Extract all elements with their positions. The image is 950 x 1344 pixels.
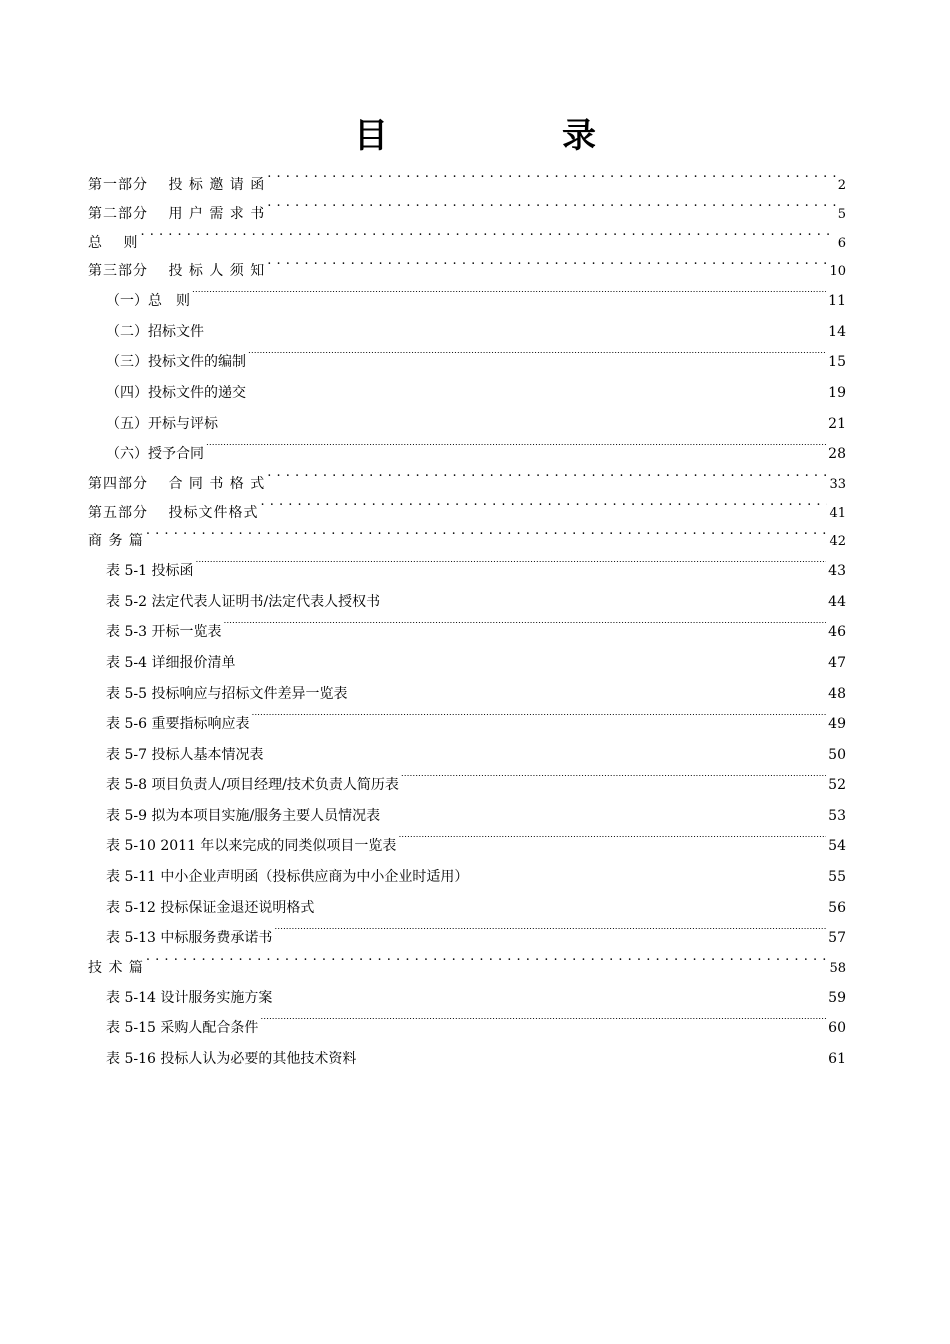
toc-dot-leader xyxy=(248,352,826,366)
toc-entry-label: 商 务 篇 xyxy=(88,533,144,550)
toc-page-number: 60 xyxy=(828,1020,846,1037)
toc-page-number: 10 xyxy=(829,264,846,280)
toc-subsection-entry[interactable] xyxy=(88,317,846,348)
toc-subsection-entry[interactable] xyxy=(88,1013,846,1044)
toc-entry-label: 第四部分 合 同 书 格 式 xyxy=(88,475,266,492)
toc-page-number: 6 xyxy=(837,235,846,251)
toc-page-number: 55 xyxy=(828,869,846,886)
toc-dot-leader xyxy=(206,444,826,458)
toc-subsection-entry[interactable] xyxy=(88,409,846,440)
toc-dot-leader xyxy=(267,261,827,275)
toc-page-number: 41 xyxy=(829,505,846,521)
toc-subsection-entry[interactable] xyxy=(88,617,846,648)
toc-dot-leader xyxy=(146,531,828,545)
toc-subsection-entry[interactable] xyxy=(88,378,846,409)
toc-subsection-entry[interactable] xyxy=(88,347,846,378)
toc-page-number: 44 xyxy=(828,593,846,610)
toc-entry-label: 表 5-9 拟为本项目实施/服务主要人员情况表 xyxy=(106,807,381,824)
toc-subsection-entry[interactable] xyxy=(88,831,846,862)
toc-page-number: 59 xyxy=(828,989,846,1006)
toc-entry-label: 表 5-13 中标服务费承诺书 xyxy=(106,930,273,947)
toc-section-entry[interactable] xyxy=(88,954,846,983)
toc-entry-label: 表 5-2 法定代表人证明书/法定代表人授权书 xyxy=(106,593,381,610)
toc-dot-leader xyxy=(260,503,827,517)
toc-entry-label: 第三部分 投 标 人 须 知 xyxy=(88,263,266,280)
toc-dot-leader xyxy=(267,474,827,488)
toc-page-number: 14 xyxy=(828,323,846,340)
toc-entry-label: 表 5-1 投标函 xyxy=(106,563,194,580)
toc-section-entry[interactable] xyxy=(88,499,846,528)
toc-entry-label: （五）开标与评标 xyxy=(106,415,218,432)
toc-entry-label: 表 5-16 投标人认为必要的其他技术资料 xyxy=(106,1050,357,1067)
toc-section-entry[interactable] xyxy=(88,229,846,258)
toc-dot-leader xyxy=(349,684,826,698)
toc-page-number: 42 xyxy=(829,534,846,550)
toc-dot-leader xyxy=(398,836,826,850)
toc-entry-label: 第二部分 用 户 需 求 书 xyxy=(88,205,266,222)
toc-dot-leader xyxy=(316,898,826,912)
toc-subsection-entry[interactable] xyxy=(88,862,846,893)
toc-title: 目 录 xyxy=(354,116,666,156)
toc-entry-label: （六）授予合同 xyxy=(106,446,204,463)
toc-entry-label: （四）投标文件的递交 xyxy=(106,384,246,401)
toc-entry-label: 表 5-15 采购人配合条件 xyxy=(106,1020,259,1037)
toc-entry-label: 表 5-5 投标响应与招标文件差异一览表 xyxy=(106,685,348,702)
toc-subsection-entry[interactable] xyxy=(88,923,846,954)
toc-dot-leader xyxy=(401,775,826,789)
toc-subsection-entry[interactable] xyxy=(88,439,846,470)
toc-dot-leader xyxy=(265,745,826,759)
toc-dot-leader xyxy=(140,233,835,247)
toc-dot-leader xyxy=(358,1049,826,1063)
toc-entry-label: 表 5-11 中小企业声明函（投标供应商为中小企业时适用） xyxy=(106,869,469,886)
toc-section-entry[interactable] xyxy=(88,527,846,556)
toc-dot-leader xyxy=(195,561,826,575)
toc-dot-leader xyxy=(274,928,826,942)
toc-entry-label: 表 5-14 设计服务实施方案 xyxy=(106,989,273,1006)
toc-dot-leader xyxy=(248,383,826,397)
toc-page-number: 58 xyxy=(829,960,846,976)
toc-entry-label: （三）投标文件的编制 xyxy=(106,354,246,371)
toc-page-number: 11 xyxy=(828,293,846,310)
toc-section-entry[interactable] xyxy=(88,257,846,286)
toc-dot-leader xyxy=(220,414,826,428)
toc-subsection-entry[interactable] xyxy=(88,556,846,587)
toc-entry-label: 第一部分 投 标 邀 请 函 xyxy=(88,177,266,193)
toc-subsection-entry[interactable] xyxy=(88,709,846,740)
toc-subsection-entry[interactable] xyxy=(88,740,846,771)
toc-dot-leader xyxy=(146,958,828,972)
toc-page-number: 2 xyxy=(837,178,846,193)
toc-dot-leader xyxy=(382,806,826,820)
toc-section-entry[interactable] xyxy=(88,200,846,229)
toc-entry-label: 表 5-4 详细报价清单 xyxy=(106,654,236,671)
toc-subsection-entry[interactable] xyxy=(88,983,846,1014)
toc-dot-leader xyxy=(274,988,826,1002)
toc-section-entry[interactable] xyxy=(88,171,846,200)
toc-entry-label: 技 术 篇 xyxy=(88,959,144,976)
toc-entry-label: 表 5-7 投标人基本情况表 xyxy=(106,746,264,763)
toc-dot-leader xyxy=(237,653,826,667)
toc-page-number: 49 xyxy=(828,716,846,733)
toc-page-number: 5 xyxy=(837,206,846,222)
toc-subsection-entry[interactable] xyxy=(88,893,846,924)
toc-dot-leader xyxy=(382,592,826,606)
toc-page-number: 33 xyxy=(829,476,846,492)
toc-page-number: 43 xyxy=(828,563,846,580)
toc-subsection-entry[interactable] xyxy=(88,770,846,801)
toc-dot-leader xyxy=(251,714,826,728)
toc-page-number: 57 xyxy=(828,930,846,947)
toc-entry-label: 表 5-10 2011 年以来完成的同类似项目一览表 xyxy=(106,838,397,855)
toc-page-number: 48 xyxy=(828,685,846,702)
toc-page-number: 19 xyxy=(828,384,846,401)
toc-subsection-entry[interactable] xyxy=(88,648,846,679)
toc-dot-leader xyxy=(470,867,826,881)
toc-entry-label: （一）总 则 xyxy=(106,293,190,310)
toc-subsection-entry[interactable] xyxy=(88,1044,846,1075)
toc-page-number: 56 xyxy=(828,899,846,916)
toc-entry-label: 表 5-8 项目负责人/项目经理/技术负责人简历表 xyxy=(106,777,399,794)
toc-entry-label: 表 5-3 开标一览表 xyxy=(106,624,222,641)
toc-entry-label: 表 5-12 投标保证金退还说明格式 xyxy=(106,899,315,916)
toc-page-number: 50 xyxy=(828,746,846,763)
toc-subsection-entry[interactable] xyxy=(88,587,846,618)
toc-entry-label: 表 5-6 重要指标响应表 xyxy=(106,716,250,733)
toc-page-number: 46 xyxy=(828,624,846,641)
toc-entry-label: 第五部分 投标文件格式 xyxy=(88,504,259,521)
toc-dot-leader xyxy=(267,175,835,189)
toc-entry-label: （二）招标文件 xyxy=(106,323,204,340)
toc-dot-leader xyxy=(267,204,835,218)
toc-page-number: 15 xyxy=(828,354,846,371)
toc-dot-leader xyxy=(260,1018,826,1032)
toc-subsection-entry[interactable] xyxy=(88,679,846,710)
toc-dot-leader xyxy=(192,291,826,305)
toc-page-number: 52 xyxy=(828,777,846,794)
toc-subsection-entry[interactable] xyxy=(88,286,846,317)
toc-page-number: 21 xyxy=(828,415,846,432)
toc-section-entry[interactable] xyxy=(88,470,846,499)
toc-page-number: 28 xyxy=(828,446,846,463)
toc-page-number: 61 xyxy=(828,1050,846,1067)
toc-subsection-entry[interactable] xyxy=(88,801,846,832)
toc-dot-leader xyxy=(206,322,826,336)
table-of-contents xyxy=(88,171,846,1074)
toc-page-number: 54 xyxy=(828,838,846,855)
toc-entry-label: 总 则 xyxy=(88,234,139,251)
toc-dot-leader xyxy=(223,622,826,636)
toc-page-number: 47 xyxy=(828,654,846,671)
toc-page-number: 53 xyxy=(828,807,846,824)
